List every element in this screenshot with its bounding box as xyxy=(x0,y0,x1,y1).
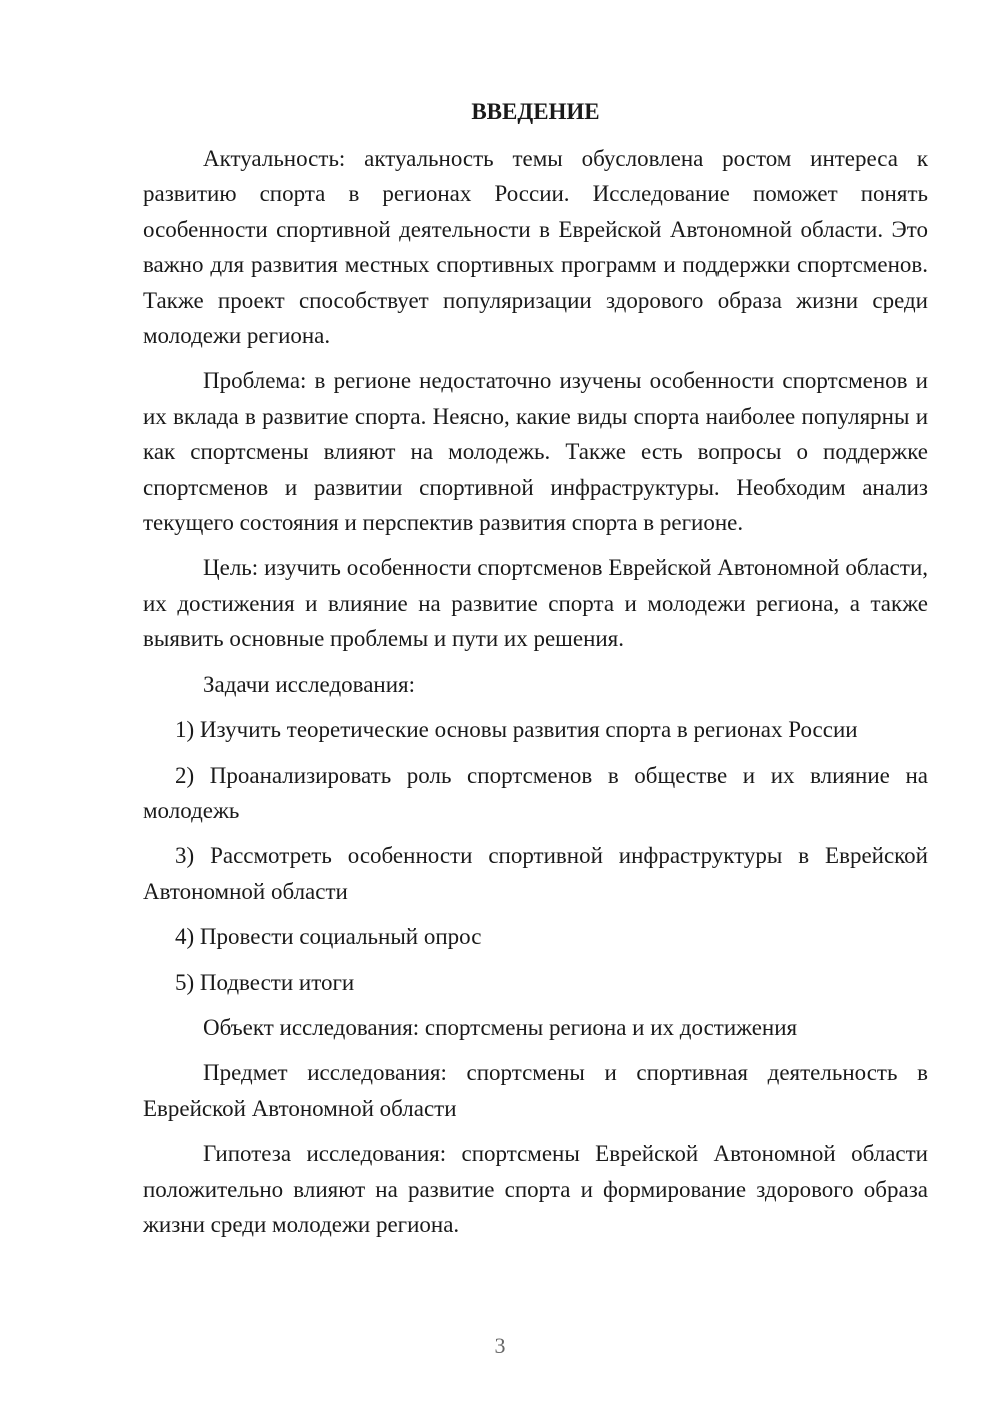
object-paragraph: Объект исследования: спортсмены региона и их достижения xyxy=(203,1014,798,1040)
task-item-5: 5) Подвести итоги xyxy=(175,969,355,995)
task-item-4: 4) Провести социальный опрос xyxy=(175,924,482,950)
relevance-paragraph: Актуальность: актуальность темы обусловлена ростом интереса к развитию спорта в регионах России. Исследование поможет понять особенности спортивной деятельности в Еврейской Автономной области. Это важно для развития местных спортивных программ и поддержки спортсменов. Также проект способствует популяризации здорового образа жизни среди молодежи региона. xyxy=(143,146,928,349)
hypothesis-paragraph: Гипотеза исследования: спортсмены Еврейской Автономной области положительно влияют на развитие спорта и формирование здорового образа жизни среди молодежи региона. xyxy=(143,1141,928,1237)
subject-paragraph: Предмет исследования: спортсмены и спортивная деятельность в Еврейской Автономной области xyxy=(143,1060,928,1121)
task-item-2: 2) Проанализировать роль спортсменов в обществе и их влияние на молодежь xyxy=(143,762,928,823)
page-number: 3 xyxy=(494,1333,506,1358)
problem-paragraph: Проблема: в регионе недостаточно изучены особенности спортсменов и их вклада в развитие спорта. Неясно, какие виды спорта наиболее популярны и как спортсмены влияют на молодежь. Также есть вопросы о поддержке спортсменов и развитии спортивной инфраструктуры. Необходим анализ текущего состояния и перспектив развития спорта в регионе. xyxy=(143,368,928,536)
tasks-title: Задачи исследования: xyxy=(203,671,416,697)
task-item-3: 3) Рассмотреть особенности спортивной инфраструктуры в Еврейской Автономной области xyxy=(143,843,928,904)
goal-paragraph: Цель: изучить особенности спортсменов Еврейской Автономной области, их достижения и влияние на развитие спорта и молодежи региона, а также выявить основные проблемы и пути их решения. xyxy=(143,555,928,652)
document-page xyxy=(143,94,928,1252)
task-item-1: 1) Изучить теоретические основы развития спорта в регионах России xyxy=(175,717,858,743)
page-title: ВВЕДЕНИЕ xyxy=(471,99,600,124)
